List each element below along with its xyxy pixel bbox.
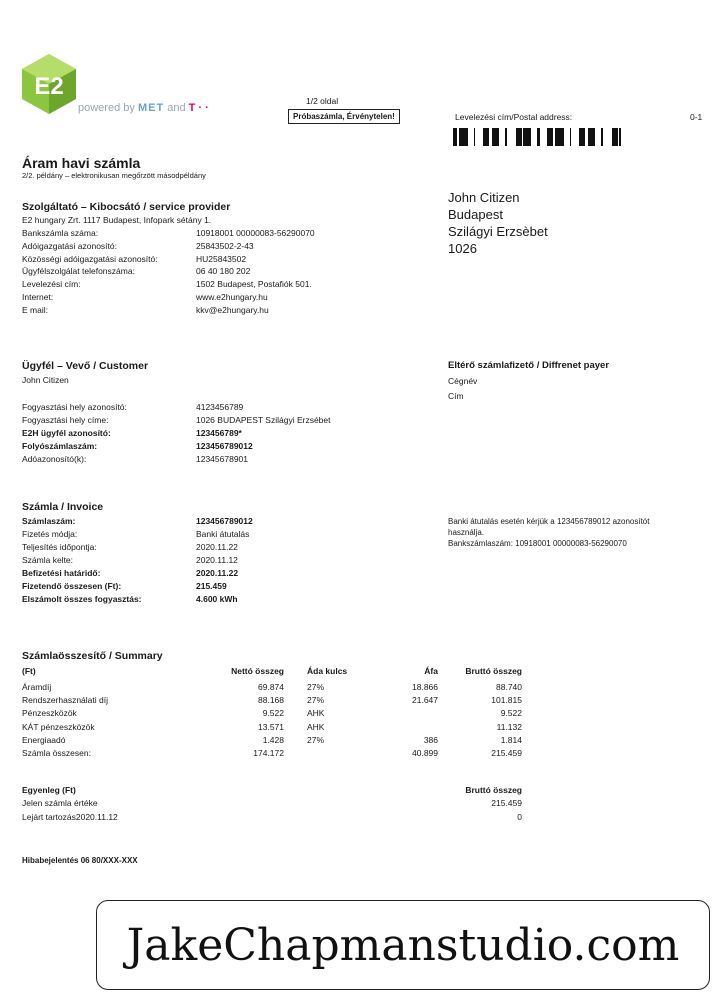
- bank-note-line: használja.: [448, 528, 485, 537]
- detail-value: 215.459: [196, 581, 227, 591]
- balance-row: [22, 812, 542, 825]
- detail-label: Adóazonosító(k):: [22, 454, 87, 464]
- recipient-name: John Citizen: [448, 190, 520, 205]
- summary-cell-gross: 11.132: [496, 721, 522, 732]
- summary-header-row: [22, 666, 542, 679]
- detail-value: 4123456789: [196, 402, 244, 412]
- bank-note-line: Banki átutalás esetén kérjük a 123456789012 azonosítót: [448, 517, 650, 526]
- summary-cell-net: 174.172: [253, 748, 284, 758]
- detail-label: Befizetési határidő:: [22, 568, 101, 578]
- col-vat: Áfa: [424, 666, 438, 676]
- summary-cell-rate: 27%: [307, 695, 325, 706]
- detail-label: Elszámolt összes fogyasztás:: [22, 594, 142, 604]
- e2-logo-icon: [18, 52, 80, 114]
- provider-company: E2 hungary Zrt. 1117 Budapest, Infopark sétány 1.: [22, 215, 212, 225]
- detail-value: 123456789*: [196, 428, 242, 438]
- detail-value: 12345678901: [196, 454, 249, 464]
- payer-name: Cégnév: [448, 376, 478, 386]
- summary-cell-label: Pénzeszközök: [22, 708, 77, 719]
- summary-cell-vat: 40.899: [412, 748, 438, 758]
- summary-cell-net: 9.522: [262, 708, 284, 719]
- summary-row: [22, 735, 542, 748]
- balance-row: [22, 798, 542, 811]
- summary-row: [22, 748, 542, 761]
- detail-label: Fizetés módja:: [22, 529, 78, 539]
- detail-label: Számla kelte:: [22, 555, 74, 565]
- summary-cell-net: 13.571: [258, 721, 284, 732]
- summary-row: [22, 682, 542, 695]
- detail-value: 2020.11.22: [196, 542, 238, 552]
- postal-address-label: Levelezési cím/Postal address:: [455, 112, 573, 122]
- detail-label: Adóigazgatási azonosító:: [22, 240, 117, 251]
- summary-cell-label: Rendszerhasználati díj: [22, 695, 108, 706]
- detail-label: Internet:: [22, 292, 54, 302]
- detail-label: Bankszámla száma:: [22, 228, 99, 238]
- fault-report-line: Hibabejelentés 06 80/XXX-XXX: [22, 856, 138, 865]
- detail-value: 1502 Budapest, Postafiók 501.: [196, 279, 312, 290]
- recipient-zip: 1026: [448, 241, 477, 256]
- balance-heading: Egyenleg (Ft): [22, 785, 76, 795]
- summary-row: [22, 695, 542, 708]
- detail-value: 10918001 00000083-56290070: [196, 228, 315, 238]
- summary-cell-net: 69.874: [258, 682, 284, 692]
- detail-value: 4.600 kWh: [196, 594, 238, 604]
- detail-label: Fogyasztási hely azonosító:: [22, 402, 127, 412]
- page-number: 1/2 oldal: [306, 96, 339, 106]
- balance-header-row: [22, 785, 542, 798]
- summary-row: [22, 708, 542, 721]
- detail-label: Ügyfélszolgálat telefonszáma:: [22, 266, 135, 277]
- summary-cell-label: KÁT pénzeszközök: [22, 721, 95, 732]
- summary-cell-gross: 88.740: [496, 682, 522, 692]
- balance-cell-label: Lejárt tartozás2020.11.12: [22, 812, 118, 822]
- detail-value: 123456789012: [196, 441, 253, 451]
- summary-cell-vat: 18.866: [412, 682, 438, 692]
- watermark: JakeChapmanstudio.com: [96, 900, 710, 990]
- recipient-city: Budapest: [448, 207, 503, 222]
- summary-cell-label: Energiaadó: [22, 734, 66, 745]
- summary-unit: (Ft): [22, 666, 36, 676]
- test-invoice-notice: Próbaszámla, Érvénytelen!: [288, 109, 400, 124]
- powered-and: and: [167, 102, 186, 114]
- summary-cell-rate: 27%: [307, 734, 325, 745]
- summary-cell-rate: 27%: [307, 682, 325, 692]
- payer-address: Cím: [448, 391, 464, 401]
- detail-value: 06 40 180 202: [196, 266, 251, 277]
- detail-value: HU25843502: [196, 253, 247, 264]
- invoice-title: Áram havi számla: [22, 155, 141, 171]
- summary-cell-gross: 9.522: [500, 708, 522, 719]
- detail-label: Teljesítés időpontja:: [22, 542, 97, 552]
- detail-label: Számlaszám:: [22, 516, 76, 526]
- recipient-street: Szilágyi Erzsèbet: [448, 224, 548, 239]
- bank-transfer-note: [448, 516, 716, 549]
- detail-label: E mail:: [22, 304, 48, 315]
- summary-heading: Számlaösszesítő / Summary: [22, 650, 163, 662]
- payer-heading: Eltérő számlafizető / Diffrenet payer: [448, 360, 610, 371]
- summary-cell-net: 1.428: [262, 734, 284, 745]
- recipient-address: [448, 189, 548, 257]
- detail-value: 2020.11.22: [196, 568, 239, 578]
- summary-row: [22, 722, 542, 735]
- detail-value: 123456789012: [196, 516, 253, 526]
- balance-cell-gross: 215.459: [491, 798, 522, 808]
- summary-cell-gross: 215.459: [491, 748, 522, 758]
- summary-cell-vat: 386: [423, 734, 438, 745]
- barcode-icon: [453, 128, 621, 146]
- summary-cell-label: Áramdíj: [22, 682, 52, 692]
- summary-cell-vat: 21.647: [412, 695, 438, 706]
- detail-label: Közösségi adóigazgatási azonosító:: [22, 253, 158, 264]
- summary-cell-label: Számla összesen:: [22, 748, 91, 758]
- detail-value: www.e2hungary.hu: [196, 292, 268, 302]
- summary-cell-net: 88.168: [258, 695, 284, 706]
- powered-by: [78, 102, 209, 114]
- customer-heading: Ügyfél – Vevő / Customer: [22, 360, 149, 372]
- balance-cell-label: Jelen számla értéke: [22, 798, 98, 808]
- invoice-heading: Számla / Invoice: [22, 501, 104, 513]
- detail-value: 1026 BUDAPEST Szilágyi Erzsébet: [196, 415, 331, 425]
- col-rate: Áda kulcs: [307, 666, 348, 676]
- detail-value: Banki átutalás: [196, 529, 250, 539]
- detail-value: 25843502-2-43: [196, 240, 254, 251]
- powered-prefix: powered by: [78, 102, 135, 114]
- logo-text: E2: [34, 73, 64, 100]
- bank-note-line: Bankszámlaszám: 10918001 00000083-56290070: [448, 539, 627, 548]
- detail-value: 2020.11.12: [196, 555, 238, 565]
- met-logo: MET: [137, 102, 165, 114]
- summary-cell-gross: 101.815: [491, 695, 522, 706]
- balance-col-gross: Bruttó összeg: [465, 785, 522, 795]
- col-net: Nettó összeg: [231, 666, 284, 676]
- postal-code: 0-1: [690, 112, 703, 122]
- detail-label: Folyószámlaszám:: [22, 441, 98, 451]
- detail-label: Levelezési cím:: [22, 279, 81, 290]
- detail-label: E2H ügyfél azonosító:: [22, 428, 111, 438]
- summary-cell-rate: AHK: [307, 708, 325, 719]
- detail-label: Fizetendő összesen (Ft):: [22, 581, 122, 591]
- provider-heading: Szolgáltató – Kibocsátó / service provider: [22, 201, 231, 213]
- col-gross: Bruttó összeg: [465, 666, 522, 676]
- summary-cell-gross: 1.814: [500, 734, 522, 745]
- detail-label: Fogyasztási hely címe:: [22, 415, 109, 425]
- invoice-subtitle: 2/2. példány – elektronikusan megőrzött másodpéldány: [22, 171, 206, 180]
- detail-value: kkv@e2hungary.hu: [196, 304, 269, 315]
- balance-cell-gross: 0: [517, 812, 522, 822]
- customer-name: John Citizen: [22, 375, 69, 385]
- telekom-logo: T · ·: [188, 102, 209, 114]
- summary-cell-rate: AHK: [307, 721, 325, 732]
